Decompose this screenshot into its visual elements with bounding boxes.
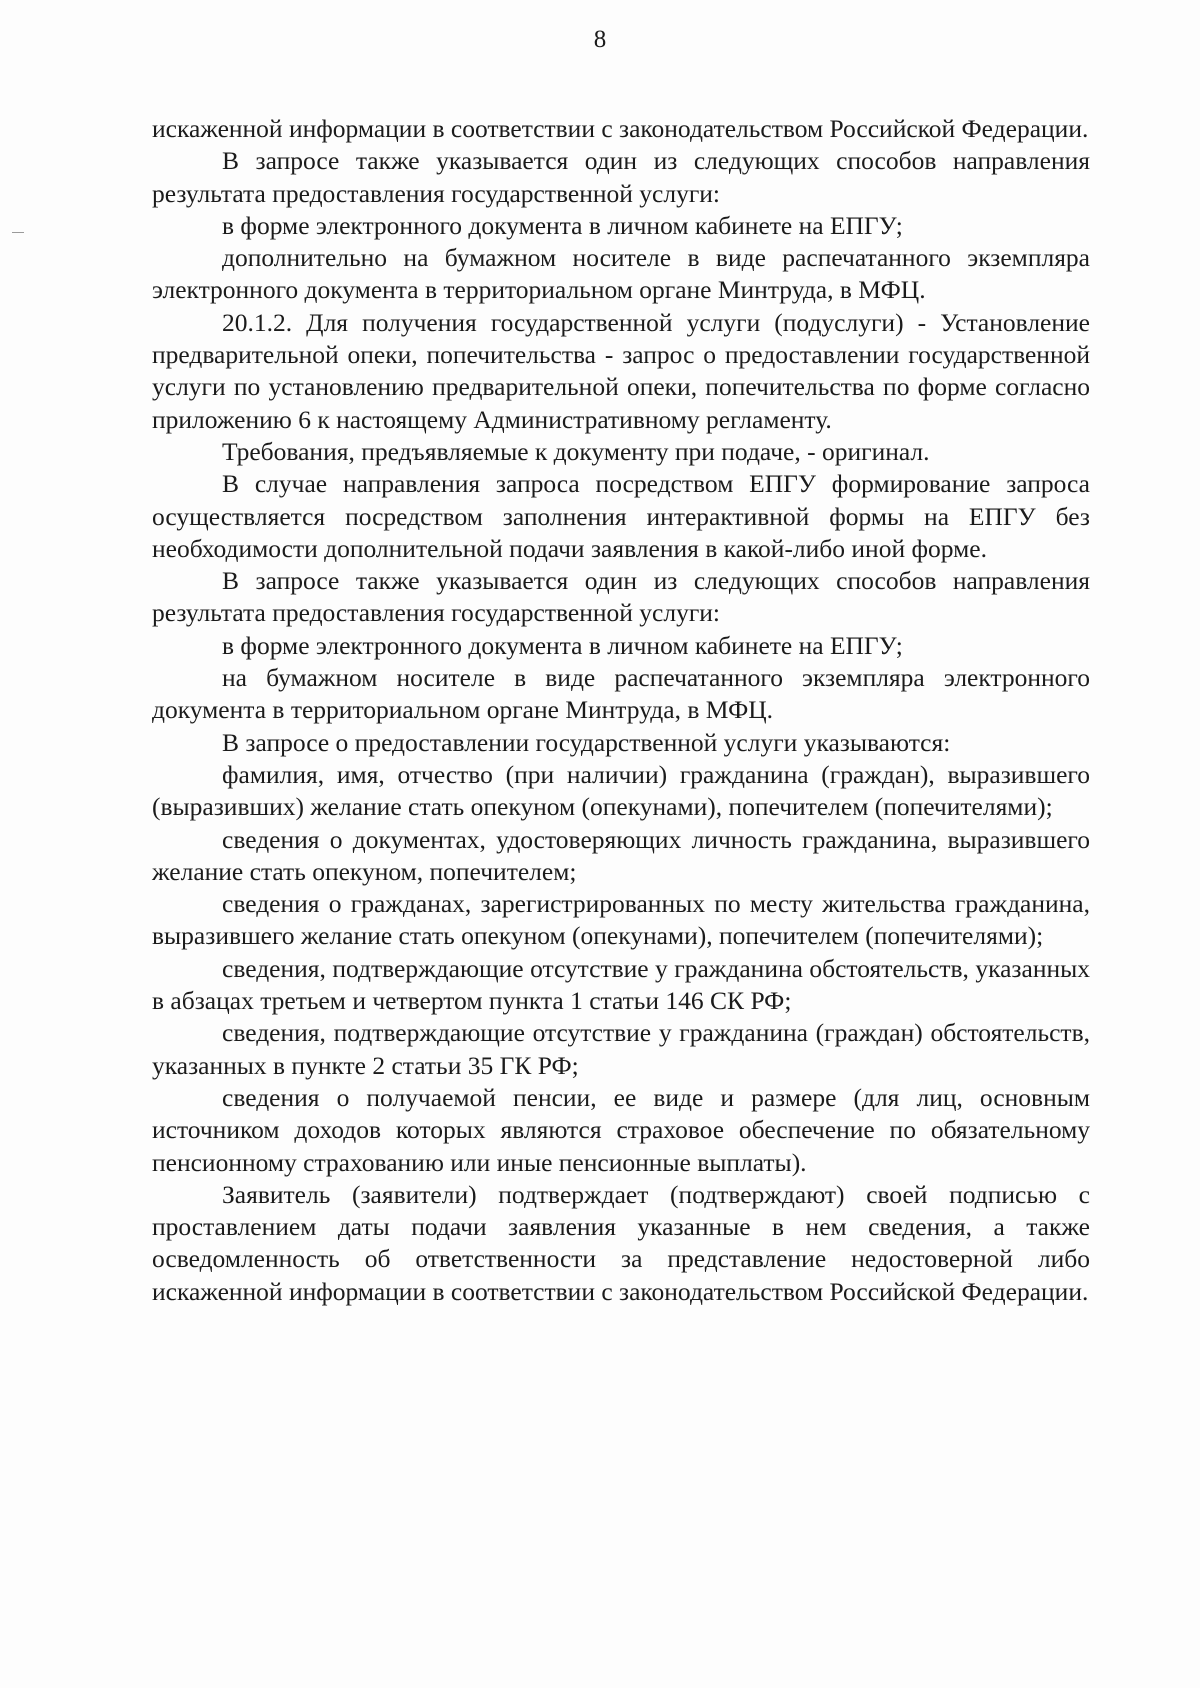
document-body bbox=[152, 113, 1090, 1308]
paragraph-continuation: искаженной информации в соответствии с законодательством Российской Федерации. bbox=[152, 114, 1089, 143]
paragraph-sk-rf-circumstances: сведения, подтверждающие отсутствие у гражданина обстоятельств, указанных в абзацах третьем и четвертом пункта 1 статьи 146 СК РФ; bbox=[152, 953, 1090, 1016]
paragraph-electronic-form: в форме электронного документа в личном кабинете на ЕПГУ; bbox=[222, 210, 903, 240]
scan-artifact-mark bbox=[12, 232, 24, 233]
paragraph-result-methods: В запросе также указывается один из следующих способов направления результата предоставления государственной услуги: bbox=[152, 146, 1090, 208]
paragraph-document-requirements: Требования, предъявляемые к документу при подаче, - оригинал. bbox=[222, 436, 930, 466]
paragraph-identity-documents: сведения о документах, удостоверяющих личность гражданина, выразившего желание стать опекуном, попечителем; bbox=[152, 824, 1090, 886]
paragraph-registered-citizens: сведения о гражданах, зарегистрированных по месту жительства гражданина, выразившего желание стать опекуном (опекунами), попечителем (попечителями); bbox=[152, 889, 1090, 951]
paragraph-applicant-signature: Заявитель (заявители) подтверждает (подтверждают) своей подписью с проставлением даты подачи заявления указанные в нем сведения, а также осведомленность об ответственности за представление недостоверной либо искаженной информации в соответствии с законодательством Российской Федерации. bbox=[152, 1179, 1090, 1306]
paragraph-request-contents: В запросе о предоставлении государственной услуги указываются: bbox=[222, 727, 951, 757]
paragraph-gk-rf-circumstances: сведения, подтверждающие отсутствие у гражданина (граждан) обстоятельств, указанных в пункте 2 статьи 35 ГК РФ; bbox=[152, 1018, 1090, 1080]
page-number: 8 bbox=[593, 26, 607, 53]
paragraph-pension-info: сведения о получаемой пенсии, ее виде и размере (для лиц, основным источником доходов которых являются страховое обеспечение по обязательному пенсионному страхованию или иные пенсионные выплаты). bbox=[152, 1082, 1090, 1177]
paragraph-section-20-1-2: 20.1.2. Для получения государственной услуги (подуслуги) - Установление предварительной опеки, попечительства - запрос о предоставлении государственной услуги по установлению предварительной опеки, попечительства по форме согласно приложению 6 к настоящему Административному регламенту. bbox=[152, 307, 1090, 434]
paragraph-epgu-request: В случае направления запроса посредством ЕПГУ формирование запроса осуществляется посредством заполнения интерактивной формы на ЕПГУ без необходимости дополнительной подачи заявления в какой-либо иной форме. bbox=[152, 469, 1090, 563]
paragraph-full-name: фамилия, имя, отчество (при наличии) гражданина (граждан), выразившего (выразивших) желание стать опекуном (опекунами), попечителем (попечителями); bbox=[152, 759, 1090, 822]
paragraph-paper-copy-2: на бумажном носителе в виде распечатанного экземпляра электронного документа в территориальном органе Минтруда, в МФЦ. bbox=[152, 663, 1090, 725]
paragraph-result-methods-2: В запросе также указывается один из следующих способов направления результата предоставления государственной услуги: bbox=[152, 566, 1090, 628]
paragraph-electronic-form-2: в форме электронного документа в личном кабинете на ЕПГУ; bbox=[222, 630, 903, 660]
paragraph-paper-copy: дополнительно на бумажном носителе в виде распечатанного экземпляра электронного документа в территориальном органе Минтруда, в МФЦ. bbox=[152, 243, 1090, 305]
